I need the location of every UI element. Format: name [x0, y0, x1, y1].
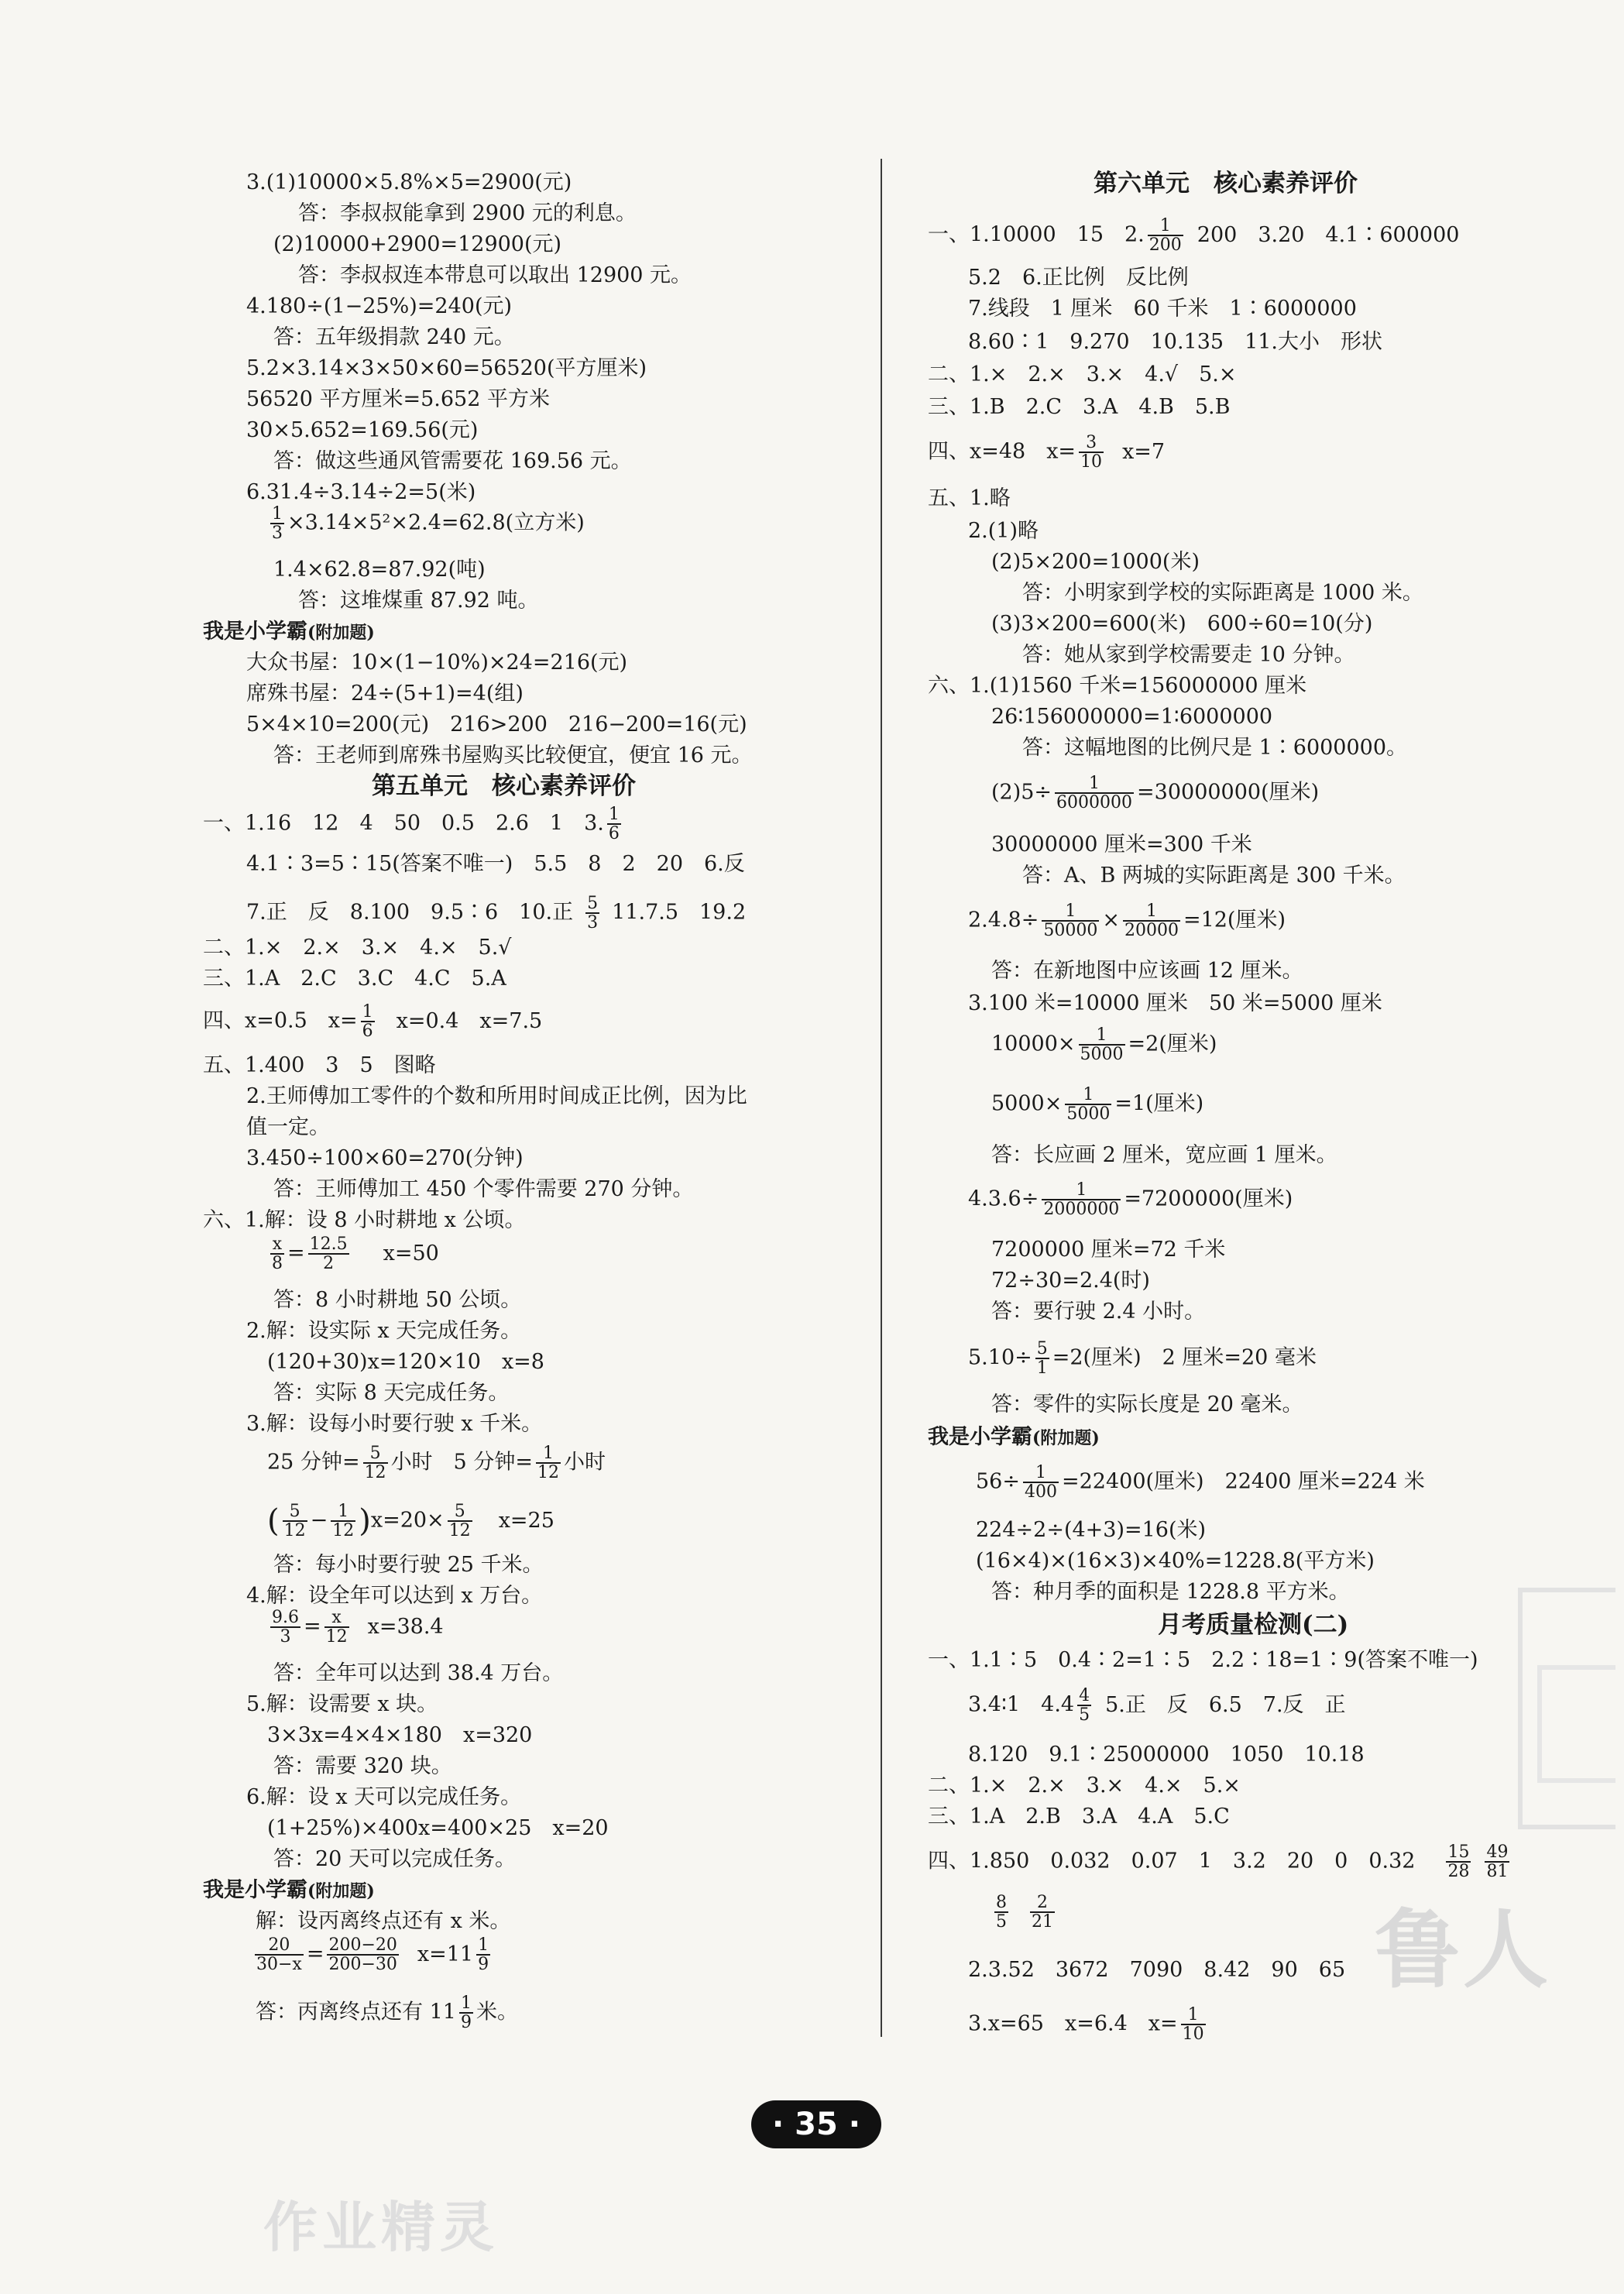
r-line18: 30000000 厘米=300 千米: [991, 833, 1252, 857]
fraction: $\frac{15}{28}$: [1447, 1842, 1470, 1882]
u5-6-6-b: (1+25%)×400x=400×25 x=20: [267, 1816, 609, 1840]
fraction: $\frac{3}{10}$: [1080, 433, 1103, 472]
fraction: $\frac{1}{5000}$: [1080, 1025, 1124, 1065]
left-q6-c: 1.4×62.8=87.92(吨): [273, 558, 486, 582]
left-q5: 5.2×3.14×3×50×60=56520(平方厘米): [246, 356, 647, 380]
r-line25: 答：长应画 2 厘米，宽应画 1 厘米。: [991, 1143, 1337, 1167]
m-line1: 一、1.1∶5 0.4∶2=1∶5 2.2∶18=1∶9(答案不唯一): [928, 1648, 1478, 1672]
r-bonus-heading: 我是小学霸(附加题): [928, 1425, 1100, 1449]
bonus2-answer: 答：丙离终点还有 11 $\frac{1}{9}$ 米。: [256, 1994, 518, 2033]
bonus-heading: 我是小学霸(附加题): [203, 620, 375, 644]
r-line2: 5.2 6.正比例 反比例: [968, 266, 1189, 290]
fraction: $\frac{5}{12}$: [364, 1444, 386, 1483]
u5-6-4-eq: $\frac{9.6}{3}$ = $\frac{x}{12}$ x=38.4: [272, 1608, 444, 1647]
fraction: $\frac{1}{2000000}$: [1043, 1180, 1120, 1220]
r-line26: 4.3.6÷ $\frac{1}{2000000}$ =7200000(厘米): [968, 1180, 1293, 1220]
u5-6-2-b: (120+30)x=120×10 x=8: [267, 1350, 544, 1374]
u5-6-1-eq: $\frac{x}{8}$ = $\frac{12.5}{2}$ x=50: [272, 1235, 439, 1274]
r-line14: 六、1.(1)1560 千米=156000000 厘米: [928, 674, 1307, 698]
r-line10: (2)5×200=1000(米): [991, 550, 1200, 574]
u5-6-3-c: ( $\frac{5}{12}$ − $\frac{1}{12}$ )x=20× $\frac{5}{12}$ x=25: [267, 1502, 554, 1541]
m-line3: 8.120 9.1∶25000000 1050 10.18: [968, 1743, 1365, 1767]
u5-6-5: 5.解：设需要 x 块。: [246, 1692, 438, 1716]
m-line7: [991, 1894, 1058, 1931]
u5-line4: 4.1∶3=5∶15(答案不唯一) 5.5 8 2 20 6.反: [246, 852, 745, 876]
page-number: · 35 ·: [751, 2100, 881, 2148]
u5-6-5-b: 3×3x=4×4×180 x=320: [267, 1723, 533, 1747]
u5-5-3-answer: 答：王师傅加工 450 个零件需要 270 分钟。: [273, 1177, 694, 1201]
u5-5-2a: 2.王师傅加工零件的个数和所用时间成正比例，因为比: [246, 1084, 747, 1108]
fraction: $\frac{1}{3}$: [272, 504, 283, 544]
left-b1: 大众书屋：10×(1−10%)×24=216(元): [246, 651, 628, 675]
r-line19: 答：A、B 两城的实际距离是 300 千米。: [1022, 864, 1406, 888]
r-line4: 8.60∶1 9.270 10.135 11.大小 形状: [968, 330, 1383, 354]
column-divider: [881, 159, 882, 2037]
m-line9: 3.x=65 x=6.4 x= $\frac{1}{10}$: [968, 2005, 1204, 2045]
u5-6-2: 2.解：设实际 x 天完成任务。: [246, 1319, 522, 1343]
fraction: $\frac{1}{200}$: [1148, 216, 1182, 256]
u5-6-6: 6.解：设 x 天可以完成任务。: [246, 1785, 522, 1809]
unit5-title: 第五单元 核心素养评价: [372, 772, 636, 800]
r-line27: 7200000 厘米=72 千米: [991, 1238, 1226, 1262]
fraction: $\frac{20}{30-x}$: [256, 1935, 302, 1975]
unit6-title: 第六单元 核心素养评价: [1094, 170, 1358, 197]
left-q3-2-answer: 答：李叔叔连本带息可以取出 12900 元。: [298, 263, 692, 287]
fraction: $\frac{1}{12}$: [332, 1502, 355, 1541]
left-q4: 4.180÷(1−25%)=240(元): [246, 294, 513, 318]
left-q4-answer: 答：五年级捐款 240 元。: [273, 325, 515, 349]
r-line15: 26∶156000000=1∶6000000: [991, 705, 1273, 729]
fraction: $\frac{5}{12}$: [283, 1502, 306, 1541]
left-q5-b: 56520 平方厘米=5.652 平方米: [246, 387, 550, 411]
fraction: $\frac{1}{6}$: [362, 1002, 373, 1042]
r-line5: 二、1.× 2.× 3.× 4.√ 5.×: [928, 362, 1237, 386]
left-q5-answer: 答：做这些通风管需要花 169.56 元。: [273, 449, 632, 473]
r-line17: (2)5÷ $\frac{1}{6000000}$ =30000000(厘米): [991, 774, 1320, 813]
r-line8: 五、1.略: [928, 486, 1011, 510]
u5-line7: 7.正 反 8.100 9.5∶6 10.正 $\frac{5}{3}$ 11.7.5 19.2: [246, 894, 747, 933]
fraction: $\frac{12.5}{2}$: [309, 1235, 348, 1274]
fraction: $\frac{5}{1}$: [1036, 1339, 1048, 1379]
bonus2-heading: 我是小学霸(附加题): [203, 1878, 375, 1902]
r-line20: 2.4.8÷ $\frac{1}{50000}$ × $\frac{1}{20000}$ =12(厘米): [968, 901, 1286, 941]
fraction: $\frac{4}{5}$: [1079, 1686, 1090, 1726]
monthly-title: 月考质量检测(二): [1158, 1611, 1349, 1639]
r-line1: 一、1.10000 15 2. $\frac{1}{200}$ 200 3.20 4.1∶600000: [928, 216, 1460, 256]
left-b3: 5×4×10=200(元) 216>200 216−200=16(元): [246, 713, 747, 737]
r-line13: 答：她从家到学校需要走 10 分钟。: [1022, 643, 1355, 667]
r-line28: 72÷30=2.4(时): [991, 1269, 1150, 1293]
r-line12: (3)3×200=600(米) 600÷60=10(分): [991, 612, 1373, 636]
r-line22: 3.100 米=10000 厘米 50 米=5000 厘米: [968, 991, 1382, 1015]
r-line34: (16×4)×(16×3)×40%=1228.8(平方米): [976, 1549, 1375, 1573]
u5-5-2b: 值一定。: [246, 1115, 330, 1139]
u5-6-4: 4.解：设全年可以达到 x 万台。: [246, 1584, 543, 1608]
r-line16: 答：这幅地图的比例尺是 1∶6000000。: [1022, 736, 1408, 760]
fraction: $\frac{1}{50000}$: [1043, 901, 1098, 941]
fraction: $\frac{200-20}{200-30}$: [328, 1935, 397, 1975]
fraction: $\frac{1}{5000}$: [1066, 1085, 1111, 1125]
u5-line1: 一、1.16 12 4 50 0.5 2.6 1 3. $\frac{1}{6}$: [203, 805, 620, 844]
fraction: $\frac{x}{12}$: [325, 1608, 348, 1647]
u5-section5: 五、1.400 3 5 图略: [203, 1053, 436, 1077]
m-line6: 四、1.850 0.032 0.07 1 3.2 20 0 0.32 $\frac{15}{28}$ $\frac{49}{81}$: [928, 1842, 1509, 1882]
u5-5-3: 3.450÷100×60=270(分钟): [246, 1146, 524, 1170]
u5-6-2-answer: 答：实际 8 天完成任务。: [273, 1381, 510, 1405]
m-line4: 二、1.× 2.× 3.× 4.× 5.×: [928, 1774, 1241, 1798]
fraction: $\frac{5}{12}$: [448, 1502, 471, 1541]
fraction: $\frac{1}{9}$: [460, 1994, 472, 2033]
r-line3: 7.线段 1 厘米 60 千米 1∶6000000: [968, 297, 1357, 321]
u5-section2: 二、1.× 2.× 3.× 4.× 5.√: [203, 936, 512, 960]
r-line7: 四、x=48 x= $\frac{3}{10}$ x=7: [928, 433, 1166, 472]
fraction: $\frac{1}{10}$: [1182, 2005, 1204, 2045]
r-line21: 答：在新地图中应该画 12 厘米。: [991, 959, 1303, 983]
r-line29: 答：要行驶 2.4 小时。: [991, 1300, 1206, 1324]
left-b4: 答：王老师到席殊书屋购买比较便宜，便宜 16 元。: [273, 743, 753, 768]
r-line24: 5000× $\frac{1}{5000}$ =1(厘米): [991, 1085, 1204, 1125]
fraction: $\frac{2}{21}$: [1032, 1893, 1053, 1932]
fraction: $\frac{1}{400}$: [1024, 1463, 1057, 1502]
bonus2-line1: 解：设丙离终点还有 x 米。: [256, 1909, 511, 1933]
u5-6-6-answer: 答：20 天可以完成任务。: [273, 1847, 516, 1871]
fraction: $\frac{1}{20000}$: [1124, 901, 1179, 941]
u5-section3: 三、1.A 2.C 3.C 4.C 5.A: [203, 967, 506, 991]
r-line35: 答：种月季的面积是 1228.8 平方米。: [991, 1580, 1350, 1604]
u5-6-1-answer: 答：8 小时耕地 50 公顷。: [273, 1288, 522, 1312]
u5-6-1: 六、1.解：设 8 小时耕地 x 公顷。: [203, 1208, 526, 1232]
left-q3-2: (2)10000+2900=12900(元): [273, 232, 562, 256]
fraction: $\frac{1}{12}$: [537, 1444, 559, 1483]
u5-section4: 四、x=0.5 x= $\frac{1}{6}$ x=0.4 x=7.5: [203, 1002, 543, 1042]
left-q3-1: 3.(1)10000×5.8%×5=2900(元): [246, 170, 572, 194]
m-line8: 2.3.52 3672 7090 8.42 90 65: [968, 1958, 1346, 1982]
left-q6-b: $\frac{1}{3}$ ×3.14×5²×2.4=62.8(立方米): [272, 504, 585, 544]
watermark-logo: 作业精灵: [263, 2196, 499, 2259]
fraction: $\frac{1}{6000000}$: [1056, 774, 1133, 813]
left-b2: 席殊书屋：24÷(5+1)=4(组): [246, 682, 524, 706]
u5-6-5-answer: 答：需要 320 块。: [273, 1754, 452, 1778]
watermark-frame: [1537, 1665, 1615, 1783]
fraction: $\frac{8}{5}$: [996, 1893, 1007, 1932]
u5-6-3-b: 25 分钟= $\frac{5}{12}$ 小时 5 分钟= $\frac{1}{12}$ 小时: [267, 1444, 606, 1483]
fraction: $\frac{x}{8}$: [272, 1235, 283, 1274]
bonus2-eq: $\frac{20}{30-x}$ = $\frac{200-20}{200-30}$ x=11 $\frac{1}{9}$: [256, 1935, 489, 1975]
left-q6-answer: 答：这堆煤重 87.92 吨。: [298, 589, 539, 613]
m-line2: 3.4∶1 4.4 $\frac{4}{5}$ 5.正 反 6.5 7.反 正: [968, 1686, 1346, 1726]
u5-6-4-answer: 答：全年可以达到 38.4 万台。: [273, 1661, 564, 1685]
left-q6: 6.31.4÷3.14÷2=5(米): [246, 480, 476, 504]
r-line31: 答：零件的实际长度是 20 毫米。: [991, 1393, 1303, 1417]
fraction: $\frac{49}{81}$: [1486, 1842, 1509, 1882]
left-q3-1-answer: 答：李叔叔能拿到 2900 元的利息。: [298, 201, 637, 225]
fraction: $\frac{9.6}{3}$: [272, 1608, 299, 1647]
r-line23: 10000× $\frac{1}{5000}$ =2(厘米): [991, 1025, 1217, 1065]
u5-6-3-answer: 答：每小时要行驶 25 千米。: [273, 1553, 544, 1577]
fraction: $\frac{5}{3}$: [587, 894, 599, 933]
r-line11: 答：小明家到学校的实际距离是 1000 米。: [1022, 581, 1423, 605]
u5-6-3: 3.解：设每小时要行驶 x 千米。: [246, 1412, 543, 1436]
r-line32: 56÷ $\frac{1}{400}$ =22400(厘米) 22400 厘米=224 米: [976, 1463, 1425, 1502]
r-line33: 224÷2÷(4+3)=16(米): [976, 1518, 1207, 1542]
r-line6: 三、1.B 2.C 3.A 4.B 5.B: [928, 395, 1231, 419]
r-line30: 5.10÷ $\frac{5}{1}$ =2(厘米) 2 厘米=20 毫米: [968, 1339, 1317, 1379]
r-line9: 2.(1)略: [968, 519, 1039, 543]
fraction: $\frac{1}{9}$: [478, 1935, 489, 1975]
left-q5-c: 30×5.652=169.56(元): [246, 418, 479, 442]
watermark-brand: 鲁人: [1375, 1901, 1551, 2000]
m-line5: 三、1.A 2.B 3.A 4.A 5.C: [928, 1805, 1230, 1829]
fraction: $\frac{1}{6}$: [608, 805, 620, 844]
